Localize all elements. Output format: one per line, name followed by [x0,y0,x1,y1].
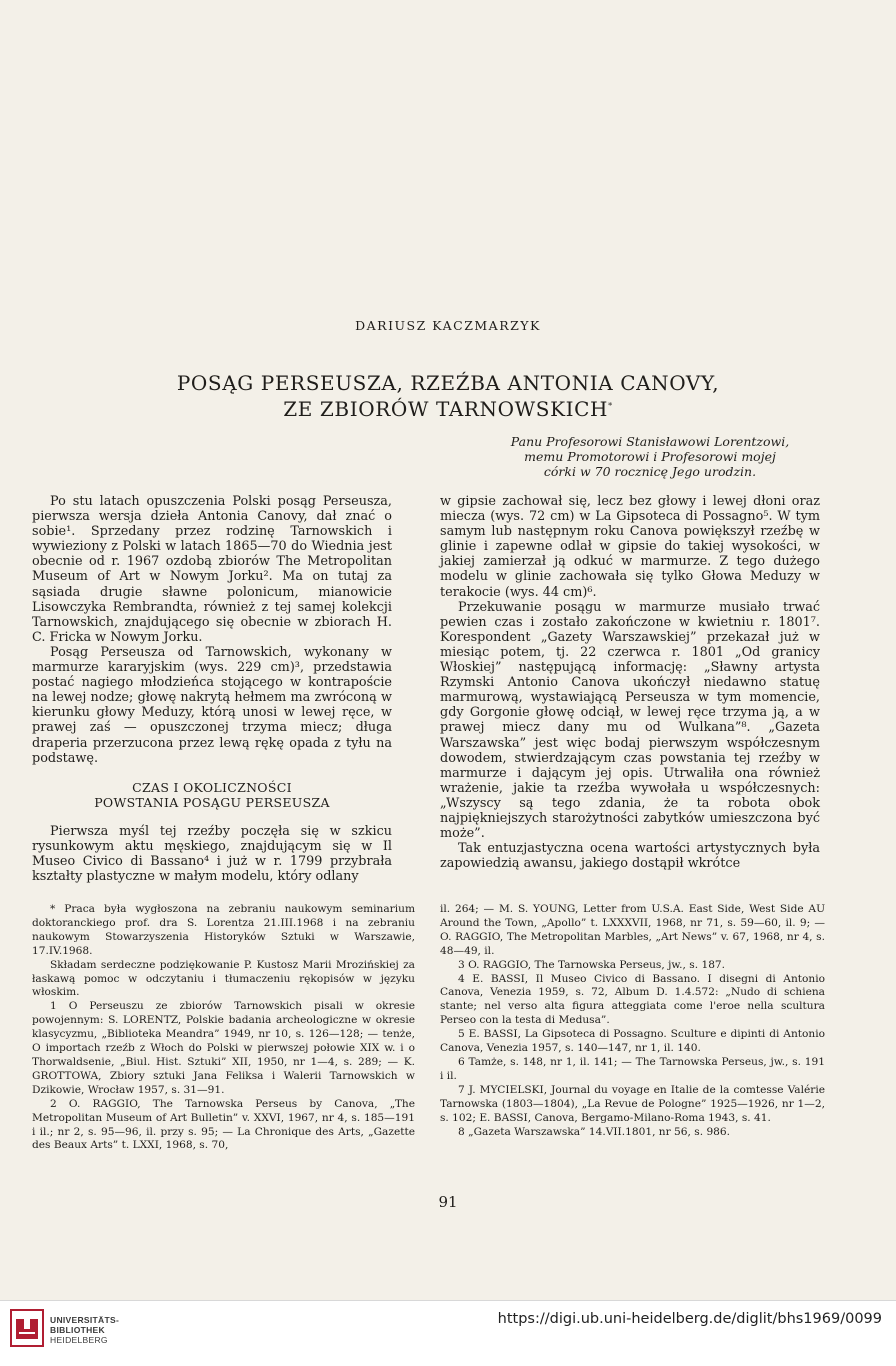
logo-frame [11,1310,43,1346]
page-number: 91 [438,1193,458,1211]
footnote-2-continued: il. 264; — M. S. YOUNG, Letter from U.S.A. East Side, West Side AU Around the Town, „Apollo” t. LXXXVII, 1968, nr 71, s. 59—60, il. 9; — O. RAGGIO, The Metropolitan Marbles, „Art News” v. 67, 1968, nr 4, s. 48—49, il. [440,903,825,957]
footnote-8: 8 „Gazeta Warszawska” 14.VII.1801, nr 56, s. 986. [458,1125,731,1138]
footnote-7: 7 J. MYCIELSKI, Journal du voyage en Italie de la comtesse Valérie Tarnowska (1803—1804), „La Revue de Pologne” 1925—1926, nr 1—2, s. 102; E. BASSI, Canova, Bergamo-Milano-Roma 1943, s. 41. [440,1083,825,1124]
paragraph: w gipsie zachował się, lecz bez głowy i lewej dłoni oraz miecza (wys. 72 cm) w La Gipsoteca di Possagno⁵. W tym samym lub następnym roku Canova powiększył rzeźbę w glinie i zapewne odlał w gipsie do takiej wysokości, w jakiej zamierzał ją odkuć w marmurze. Z tego dużego modelu w glinie zachowała się tylko Głowa Meduzy w terakocie (wys. 44 cm)⁶. [440,494,820,600]
library-name-line: UNIVERSITÄTS- [50,1315,120,1325]
section-heading-line-2: POWSTANIA POSĄGU PERSEUSZA [94,794,330,810]
footnote-star: * Praca była wygłoszona na zebraniu naukowym seminarium doktoranckiego prof. dra S. Lorentza 21.III.1968 i na zebraniu naukowym Stowarzyszenia Historyków Sztuki w Warszawie, 17.IV.1968. [32,903,415,957]
library-name-line: HEIDELBERG [50,1335,108,1345]
footnotes-right [440,903,825,1139]
footnote-5: 5 E. BASSI, La Gipsoteca di Possagno. Sculture e dipinti di Antonio Canova, Venezia 1957, s. 140—147, nr 1, il. 140. [440,1028,825,1055]
library-name-line: BIBLIOTHEK [50,1325,105,1335]
article-title [0,370,896,422]
title-line-2 [0,396,896,422]
left-text-column [32,494,392,884]
viewer-footer [0,1300,896,1366]
author-name: DARIUSZ KACZMARZYK [355,318,541,333]
section-heading-line-1: CZAS I OKOLICZNOŚCI [132,779,292,795]
footnote-2: 2 O. RAGGIO, The Tarnowska Perseus by Canova, „The Metropolitan Museum of Art Bulletin” v. XXVI, 1967, nr 4, s. 185—191 i il.; nr 2, s. 95—96, il. przy s. 95; — La Chronique des Arts, „Gazette des Beaux Arts” t. LXXI, 1968, s. 70, [32,1097,415,1152]
paragraph: Po stu latach opuszczenia Polski posąg Perseusza, pierwsza wersja dzieła Antonia Canovy, dał znać o sobie¹. Sprzedany przez rodzinę Tarnowskich i wywieziony z Polski w latach 1865—70 do Wiednia jest obecnie od r. 1967 ozdobą zbiorów The Metropolitan Museum of Art w Nowym Jorku². Ma on tutaj za sąsiada drugie sławne polonicum, mianowicie Lisowczyka Rembrandta, również z tej samej kolekcji Tarnowskich, znajdującego się obecnie w zbiorach H. C. Fricka w Nowym Jorku. [32,494,392,645]
footnote-4: 4 E. BASSI, Il Museo Civico di Bassano. I disegni di Antonio Canova, Venezia 1959, s. 72, Album D. 1.4.572: „Nudo di schiena stante; nel verso alta figura atteggiata come l'eroe nella scultura Perseo con la testa di Medusa”. [440,972,825,1027]
library-name [50,1315,119,1345]
section-heading [32,780,392,810]
university-library-logo-icon [10,1309,44,1347]
right-text-column [440,494,820,871]
dedication-line: córki w 70 rocznicę Jego urodzin. [543,464,757,479]
footnotes-left [32,903,415,1153]
footnote-6: 6 Tamże, s. 148, nr 1, il. 141; — The Tarnowska Perseus, jw., s. 191 i il. [440,1055,825,1082]
title-line-2-text: ZE ZBIORÓW TARNOWSKICH [283,397,609,421]
paragraph: Pierwsza myśl tej rzeźby poczęła się w szkicu rysunkowym aktu męskiego, znajdującym się w Il Museo Civico di Bassano⁴ i już w r. 1799 przybrała kształty plastyczne w małym modelu, który odlany [32,823,392,884]
title-line-1: POSĄG PERSEUSZA, RZEŹBA ANTONIA CANOVY, [176,371,720,395]
paragraph: Przekuwanie posągu w marmurze musiało trwać pewien czas i zostało zakończone w kwietniu r. 1801⁷. Korespondent „Gazety Warszawskiej” przekazał już w miesiąc potem, tj. 22 czerwca r. 1801 „Od granicy Włoskiej” następującą informację: „Sławny artysta Rzymski Antonio Canova ukończył niedawno statuę marmurową, wystawiającą Perseusza w tym momencie, gdy Gorgonie głowę odciął, w lewej ręce trzyma ją, a w prawej miecz dany mu od Wulkana”⁸. „Gazeta Warszawska” jest więc bodaj pierwszym współczesnym dowodem, stwierdzającym czas powstania tej rzeźby w marmurze i dającym jej opis. Utrwaliła ona również wrażenie, jakie ta rzeźba wywołała u współczesnych: „Wszyscy są tego zdania, że ta robota obok najpiękniejszych starożytności zabytków umieszczona być może”. [440,599,820,842]
paragraph: Tak entuzjastyczna ocena wartości artystycznych była zapowiedzią awansu, jakiego dostąpił wkrótce [440,841,820,872]
permalink-url[interactable]: https://digi.ub.uni-heidelberg.de/diglit/bhs1969/0099 [497,1311,882,1327]
dedication-line: memu Promotorowi i Profesorowi mojej [524,449,776,464]
dedication-line: Panu Profesorowi Stanisławowi Lorentzowi, [510,434,790,449]
footnote-3: 3 O. RAGGIO, The Tarnowska Perseus, jw., s. 187. [458,958,726,971]
logo-mark [16,1319,38,1339]
dedication [478,434,822,479]
footnote-thanks: Składam serdeczne podziękowanie P. Kustosz Marii Mrozińskiej za łaskawą pomoc w odczytaniu i tłumaczeniu rękopisów w języku włoskim. [32,958,415,999]
footnote-1: 1 O Perseuszu ze zbiorów Tarnowskich pisali w okresie powojennym: S. LORENTZ, Polskie badania archeologiczne w okresie klasycyzmu, „Biblioteka Meandra” 1949, nr 10, s. 126—128; — tenże, O importach rzeźb z Włoch do Polski w pierwszej połowie XIX w. i o Thorwaldsenie, „Biul. Hist. Sztuki” XII, 1950, nr 1—4, s. 289; — K. GROTTOWA, Zbiory sztuki Jana Feliksa i Walerii Tarnowskich w Dzikowie, Wrocław 1957, s. 31—91. [32,1000,415,1096]
paragraph: Posąg Perseusza od Tarnowskich, wykonany w marmurze kararyjskim (wys. 229 cm)³, przedstawia postać nagiego młodzieńca stojącego w kontrapoście na lewej nodze; głowę nakrytą hełmem ma zwróconą w kierunku głowy Meduzy, którą unosi w lewej ręce, w prawej zaś — opuszczonej trzyma miecz; długa draperia przerzucona przez lewą rękę opada z tyłu na podstawę. [32,644,392,766]
title-footnote-mark: * [608,401,613,411]
